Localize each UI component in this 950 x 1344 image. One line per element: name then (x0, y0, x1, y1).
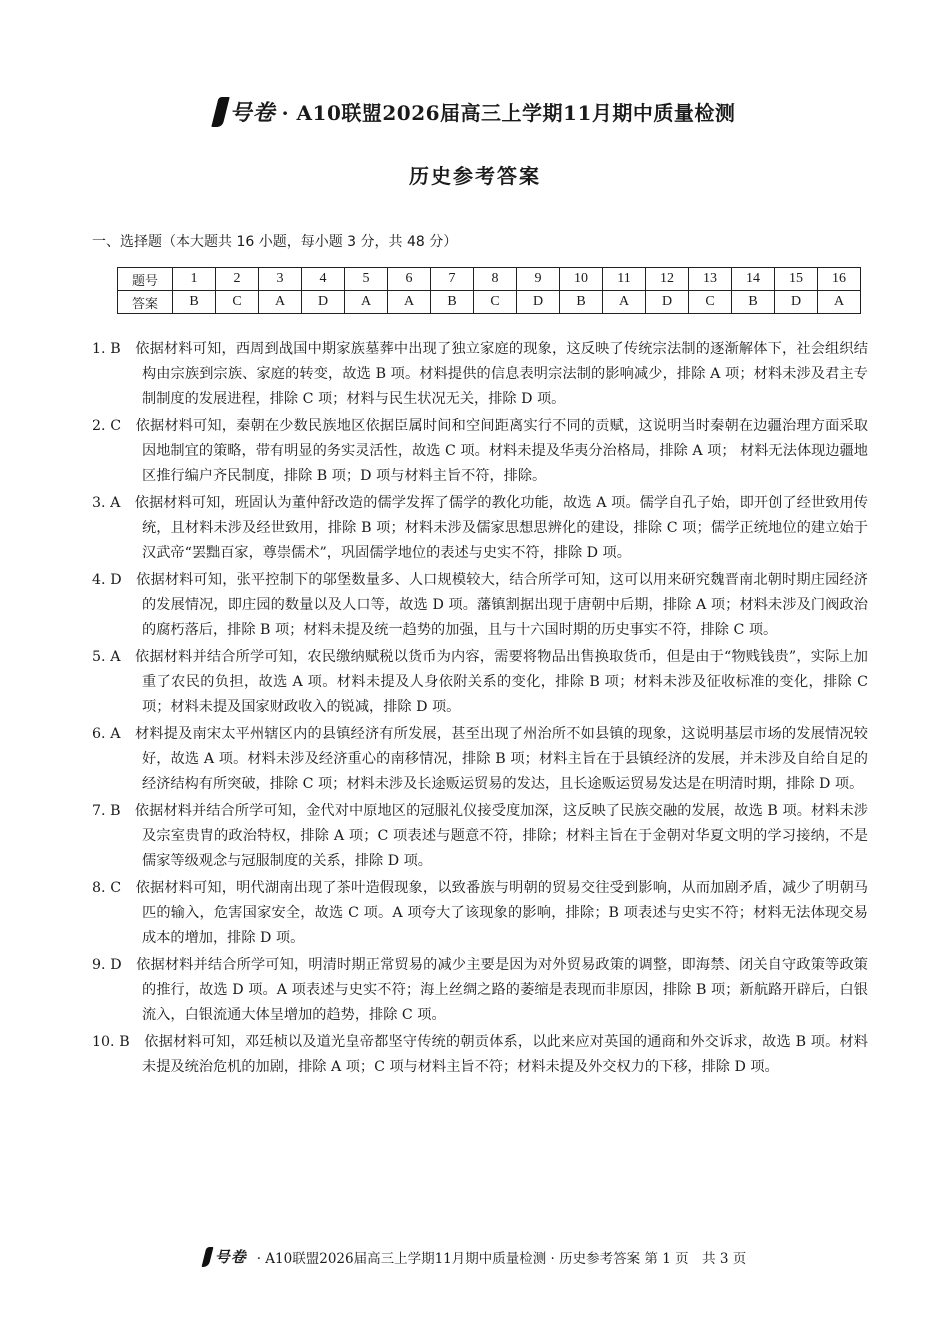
answer-cell: D (517, 291, 560, 314)
footer-brand-mark-icon (201, 1247, 213, 1267)
question-number-cell: 16 (818, 268, 861, 291)
answer-cell: B (173, 291, 216, 314)
answer-cell: D (302, 291, 345, 314)
answer-cell: A (388, 291, 431, 314)
question-number-cell: 5 (345, 268, 388, 291)
question-number-cell: 4 (302, 268, 345, 291)
answer-cell: A (259, 291, 302, 314)
footer-logo (204, 1246, 247, 1267)
question-number-cell: 2 (216, 268, 259, 291)
answer-explanation-item: 4. D 依据材料可知，张平控制下的邬堡数量多、人口规模较大，结合所学可知，这可以用来研究魏晋南北朝时期庄园经济的发展情况，即庄园的数量以及人口等，故选 D 项。藩镇割据出现于唐朝中后期，排除 A 项；材料未涉及门阀政治的腐朽落后，排除 B 项；材料未提及统一趋势的加强，且与十六国时期的历史事实不符，排除 C 项。 (92, 572, 868, 638)
answer-cell: B (560, 291, 603, 314)
subject-title: 历史参考答案 (409, 164, 541, 188)
answer-explanation-item: 1. B 依据材料可知，西周到战国中期家族墓葬中出现了独立家庭的现象，这反映了传统宗法制的逐渐解体下，社会组织结构由宗族到宗族、家庭的转变，故选 B 项。材料提供的信息表明宗法制的影响减少，排除 A 项；材料未涉及君主专制制度的发展进程，排除 C 项；材料与民生状况无关，排除 D 项。 (92, 341, 868, 407)
answer-explanation-item: 5. A 依据材料并结合所学可知，农民缴纳赋税以货币为内容，需要将物品出售换取货币，但是由于“物贱钱贵”，实际上加重了农民的负担，故选 A 项。材料未提及人身依附关系的变化，排除 B 项；材料未涉及征收标准的变化，排除 C 项；材料未提及国家财政收入的锐减，排除 D 项。 (92, 649, 868, 715)
row-label-number: 题号 (118, 268, 173, 291)
answer-cell: A (345, 291, 388, 314)
answer-explanation-item: 7. B 依据材料并结合所学可知，金代对中原地区的冠服礼仪接受度加深，这反映了民族交融的发展，故选 B 项。材料未涉及宗室贵胄的政治特权，排除 A 项；C 项表述与题意不符，排除；材料主旨在于金朝对华夏文明的学习接纳，不是儒家等级观念与冠服制度的关系，排除 D 项。 (92, 803, 868, 869)
answer-cell: C (474, 291, 517, 314)
answer-explanations (92, 337, 868, 1082)
answer-cell: B (732, 291, 775, 314)
answer-table-answer-row (118, 291, 861, 314)
page-header (0, 96, 950, 127)
answer-table-number-row (118, 268, 861, 291)
answer-table (117, 267, 861, 314)
question-number-cell: 13 (689, 268, 732, 291)
answer-explanation-item: 2. C 依据材料可知，秦朝在少数民族地区依据臣属时间和空间距离实行不同的贡赋，这说明当时秦朝在边疆治理方面采取因地制宜的策略，带有明显的务实灵活性，故选 C 项。材料未提及华夷分治格局，排除 A 项； 材料无法体现边疆地区推行编户齐民制度，排除 B 项；D 项与材料主旨不符，排除。 (92, 418, 868, 484)
section-title: 一、选择题（本大题共 16 小题，每小题 3 分，共 48 分） (92, 234, 458, 250)
answer-explanation-item: 6. A 材料提及南宋太平州辖区内的县镇经济有所发展，甚至出现了州治所不如县镇的现象，这说明基层市场的发展情况较好，故选 A 项。材料未涉及经济重心的南移情况，排除 B 项；材料主旨在于县镇经济的发展，并未涉及自给自足的经济结构有所突破，排除 C 项；材料未涉及长途贩运贸易的发达，且长途贩运贸易发达是在明清时期，排除 D 项。 (92, 726, 868, 792)
row-label-answer: 答案 (118, 291, 173, 314)
answer-cell: C (689, 291, 732, 314)
answer-explanation-item: 3. A 依据材料可知，班固认为董仲舒改造的儒学发挥了儒学的教化功能，故选 A 项。儒学自孔子始，即开创了经世致用传统，且材料未涉及经世致用，排除 B 项；材料未涉及儒家思想思辨化的建设，排除 C 项；儒学正统地位的建立始于汉武帝“罢黜百家，尊崇儒术”，巩固儒学地位的表述与史实不符，排除 D 项。 (92, 495, 868, 561)
footer-logo-text: 号卷 (214, 1248, 247, 1266)
question-number-cell: 14 (732, 268, 775, 291)
answer-cell: D (646, 291, 689, 314)
question-number-cell: 11 (603, 268, 646, 291)
question-number-cell: 15 (775, 268, 818, 291)
answer-cell: A (818, 291, 861, 314)
answer-cell: B (431, 291, 474, 314)
question-number-cell: 10 (560, 268, 603, 291)
question-number-cell: 9 (517, 268, 560, 291)
answer-explanation-item: 8. C 依据材料可知，明代湖南出现了茶叶造假现象，以致番族与明朝的贸易交往受到影响，从而加剧矛盾，减少了明朝马匹的输入，危害国家安全，故选 C 项。A 项夸大了该现象的影响，排除；B 项表述与史实不符；材料无法体现交易成本的增加，排除 D 项。 (92, 880, 868, 946)
brand-mark-icon (211, 97, 229, 127)
question-number-cell: 1 (173, 268, 216, 291)
question-number-cell: 6 (388, 268, 431, 291)
question-number-cell: 8 (474, 268, 517, 291)
footer-text: · A10联盟2026届高三上学期11月期中质量检测 · 历史参考答案 第 1 页 共 3 页 (256, 1250, 747, 1267)
answer-cell: D (775, 291, 818, 314)
page-footer (0, 1246, 950, 1267)
brand-logo (215, 96, 276, 127)
brand-logo-text: 号卷 (229, 100, 276, 126)
answer-explanation-item: 10. B 依据材料可知，邓廷桢以及道光皇帝都坚守传统的朝贡体系，以此来应对英国的通商和外交诉求，故选 B 项。材料未提及统治危机的加剧，排除 A 项；C 项与材料主旨不符；材料未提及外交权力的下移，排除 D 项。 (92, 1034, 868, 1075)
question-number-cell: 3 (259, 268, 302, 291)
exam-title: · A10联盟2026届高三上学期11月期中质量检测 (281, 101, 736, 125)
answer-cell: C (216, 291, 259, 314)
answer-explanation-item: 9. D 依据材料并结合所学可知，明清时期正常贸易的减少主要是因为对外贸易政策的调整，即海禁、闭关自守政策等政策的推行，故选 D 项。A 项表述与史实不符；海上丝绸之路的萎缩是表现而非原因，排除 B 项；新航路开辟后，白银流入，白银流通大体呈增加的趋势，排除 C 项。 (92, 957, 868, 1023)
question-number-cell: 7 (431, 268, 474, 291)
answer-cell: A (603, 291, 646, 314)
question-number-cell: 12 (646, 268, 689, 291)
